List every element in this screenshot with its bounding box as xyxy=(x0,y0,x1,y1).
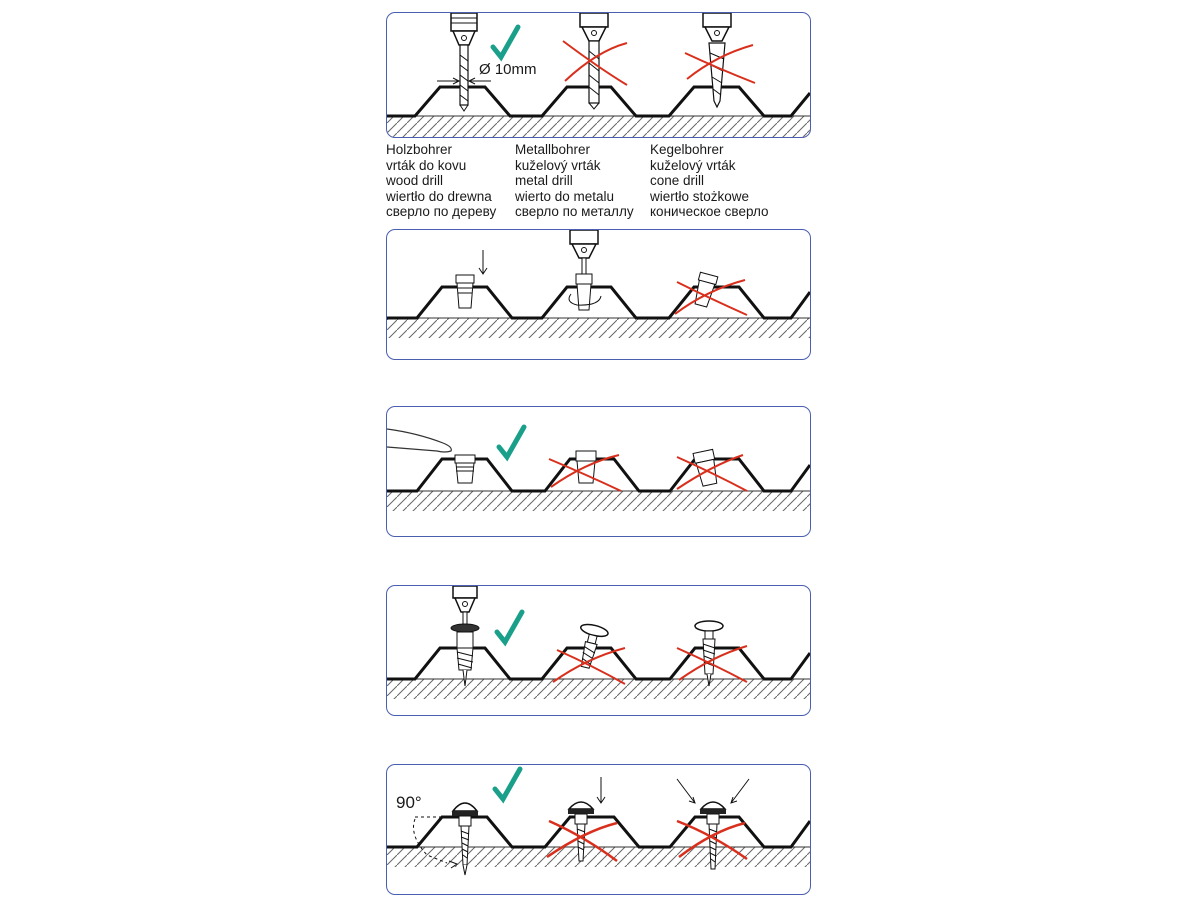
corrugated-sheet xyxy=(387,459,810,491)
substrate-hatch xyxy=(387,116,810,137)
arrow-icon xyxy=(677,779,749,803)
bushing-press-diagram xyxy=(387,407,810,536)
caption-line: Metallbohrer xyxy=(515,142,591,157)
drill-bit-icon xyxy=(589,41,599,109)
caption-line: коническое сверло xyxy=(650,204,769,219)
screw-icon xyxy=(572,622,610,670)
caption-line: wiertło do drewna xyxy=(386,188,492,204)
substrate-hatch xyxy=(387,491,810,511)
caption-line: kuželový vrták xyxy=(650,157,736,173)
caption-line: wiertło stożkowe xyxy=(650,188,750,204)
caption-line: сверло по дереву xyxy=(386,204,497,219)
drill-chuck-icon xyxy=(703,13,731,41)
arrow-icon xyxy=(479,250,487,274)
bushing-icon xyxy=(455,455,475,483)
caption-line: cone drill xyxy=(650,173,705,188)
drill-chuck-icon xyxy=(570,230,598,274)
panel-drill-selection xyxy=(386,12,811,138)
bushing-icon xyxy=(693,449,720,486)
hand-icon xyxy=(387,429,451,452)
bushing-insertion-diagram xyxy=(387,230,810,359)
caption-line: Holzbohrer xyxy=(386,142,453,157)
caption-line: Kegelbohrer xyxy=(650,142,724,157)
substrate-hatch xyxy=(387,318,810,338)
check-icon xyxy=(497,612,522,642)
bushing-icon xyxy=(456,275,474,308)
screw-icon xyxy=(451,624,479,686)
check-icon xyxy=(493,27,518,57)
corrugated-sheet xyxy=(387,648,810,679)
check-icon xyxy=(499,427,524,457)
bushing-wrong xyxy=(675,272,747,315)
caption-wood-drill xyxy=(386,142,496,220)
drill-chuck-icon xyxy=(451,13,477,45)
screw-icon xyxy=(695,621,723,686)
screw-wrong-2 xyxy=(677,621,747,686)
drill-bit-icon xyxy=(709,43,725,107)
panel-bushing-press xyxy=(386,406,811,537)
drill-selection-diagram xyxy=(387,13,810,137)
substrate-hatch xyxy=(387,847,810,867)
panel-bushing-insertion xyxy=(386,229,811,360)
caption-line: metal drill xyxy=(515,173,573,188)
panel-screw-installation xyxy=(386,585,811,716)
caption-line: wood drill xyxy=(386,173,444,188)
corrugated-sheet xyxy=(387,817,810,847)
tool-insert xyxy=(569,230,601,310)
drill-chuck-icon xyxy=(453,586,477,624)
angle-label: 90° xyxy=(396,793,422,812)
caption-line: vrták do kovu xyxy=(386,157,467,173)
panel-final-mounting xyxy=(386,764,811,895)
caption-metal-drill xyxy=(515,142,634,220)
screw-correct xyxy=(451,586,479,686)
caption-cone-drill xyxy=(650,142,769,220)
corrugated-sheet xyxy=(387,287,810,318)
final-mounting-diagram xyxy=(387,765,810,894)
arrow-icon xyxy=(597,777,605,803)
caption-line: wierto do metalu xyxy=(515,188,615,204)
drill-bit-icon xyxy=(460,45,468,111)
caption-line: kuželový vrták xyxy=(515,157,601,173)
caption-line: сверло по металлу xyxy=(515,204,634,219)
drill-chuck-icon xyxy=(580,13,608,41)
check-icon xyxy=(495,769,520,799)
screw-installation-diagram xyxy=(387,586,810,715)
drill-diameter-label: Ø 10mm xyxy=(479,61,537,78)
